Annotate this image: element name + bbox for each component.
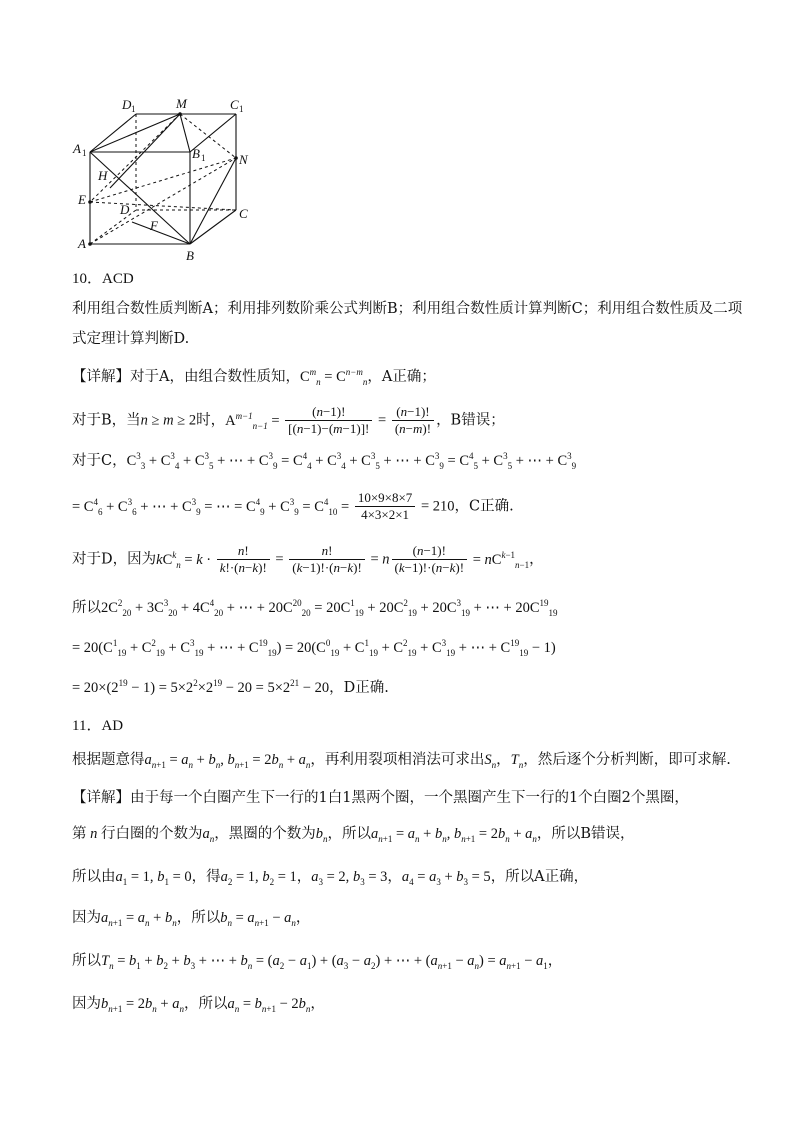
q10-analysis-line2: 式定理计算判断D. <box>72 331 190 347</box>
q11-detail-line5: 所以$T_n = b_1 + b_2 + b_3$ + ⋯ + $b_n = (a_2 - a_1) + (a_3 - a_2)$ + ⋯ + $(a_{n+1} - a_n) = a_{n+1} - a_1$， <box>72 953 563 971</box>
q11-detail-line2: 第 n 行白圈的个数为$a_n$，黑圈的个数为$b_n$，所以$a_{n+1} = a_n + b_n$, $b_{n+1} = 2b_n + a_n$，所以B错误， <box>72 826 635 844</box>
svg-text:1: 1 <box>131 104 136 114</box>
label-b1: B <box>192 146 200 161</box>
q11-analysis: 根据题意得$a_{n+1} = a_n + b_n$, $b_{n+1} = 2b_n + a_n$，再利用裂项相消法可求出$S_n$，$T_n$，然后逐个分析判断，即可求解. <box>72 752 731 770</box>
q10-option-c-line2: = $C^4_6 + C^3_6$ + ⋯ + $C^3_9$ = ⋯ = $C^4_9 + C^3_9 = C^4_{10}$ = $\frac{10\times 9\times 8\times 7}{4\times 3\times 2\times 1}$ = 210，C正确. <box>72 490 514 522</box>
q11-detail-line1: 【详解】由于每一个白圈产生下一行的1白1黑两个圈，一个黑圈产生下一行的1个白圈2个黑圈， <box>72 790 689 806</box>
q10-option-d-line3: = $20(C^1_{19} + C^2_{19} + C^3_{19}$ + ⋯ + $C^{19}_{19}) = 20(C^0_{19} + C^1_{19} + C^2_{19} + C^3_{19}$ + ⋯ + $C^{19}_{19} - 1$) <box>72 638 556 658</box>
svg-text:1: 1 <box>201 153 206 163</box>
label-m: M <box>176 96 187 111</box>
label-f: F <box>150 218 158 233</box>
label-n: N <box>239 152 248 167</box>
q11-answer: 11．AD <box>72 718 124 734</box>
label-e: E <box>78 192 86 207</box>
q10-option-d-line1: 对于D，因为$kC^k_n = k$ · $\frac{n!}{k!\cdot(n-k)!}$ = $\frac{n!}{(k-1)!\cdot(n-k)!}$ = n $\frac{(n-1)!}{(k-1)!\cdot(n-k)!}$ = $nC^{k-1}_{n-1}$， <box>72 543 544 575</box>
label-c: C <box>239 206 248 221</box>
label-d: D <box>120 202 130 217</box>
cube-figure <box>70 92 270 264</box>
label-b: B <box>186 248 194 263</box>
label-c1: C <box>230 97 239 112</box>
q11-detail-line3: 所以由$a_1 = 1$, $b_1 = 0$，得$a_2 = 1$, $b_2 = 1$，$a_3 = 2$, $b_3 = 3$，$a_4 = a_3 + b_3 = 5$，所以A正确， <box>72 869 589 887</box>
q10-option-d-line2: 所以$2C^2_{20} + 3C^3_{20} + 4C^4_{20}$ + ⋯ + $20C^{20}_{20} = 20C^1_{19} + 20C^2_{19} + 20C^3_{19}$ + ⋯ + $20C^{19}_{19}$ <box>72 598 558 618</box>
q10-answer: 10．ACD <box>72 271 134 287</box>
svg-text:1: 1 <box>82 148 87 158</box>
q10-option-c-line1: 对于C，$C^3_3 + C^3_4 + C^3_5$ + ⋯ + $C^3_9 = C^4_4 + C^3_4 + C^3_5$ + ⋯ + $C^3_9 = C^4_5 + C^3_5$ + ⋯ + $C^3_9$ <box>72 451 577 471</box>
q10-option-b: 对于B，当n ≥ m ≥ 2时，$A^{m-1}_{n-1}$ = $\frac{(n-1)!}{[(n-1)-(m-1)]!}$ = $\frac{(n-1)!}{(n-m)!}$ ，B错误； <box>72 404 505 436</box>
q10-option-d-line4: = $20\times(2^{19} - 1) = 5\times 2^2\times 2^{19} - 20 = 5\times 2^{21} - 20$，D正确. <box>72 678 389 696</box>
q11-detail-line6: 因为$b_{n+1} = 2b_n + a_n$，所以$a_n = b_{n+1} - 2b_n$， <box>72 996 325 1014</box>
label-a: A <box>78 236 86 251</box>
label-d1: D <box>122 97 132 112</box>
label-h: H <box>98 168 108 183</box>
q10-analysis-line1: 利用组合数性质判断A；利用排列数阶乘公式判断B；利用组合数性质计算判断C；利用组合数性质及二项 <box>72 301 743 317</box>
label-a1: A <box>73 141 81 156</box>
q10-option-a: 【详解】对于A，由组合数性质知，$C^m_n = C^{n-m}_n$，A正确； <box>72 367 436 387</box>
svg-text:1: 1 <box>239 104 244 114</box>
q11-detail-line4: 因为$a_{n+1} = a_n + b_n$，所以$b_n = a_{n+1} - a_n$， <box>72 910 311 928</box>
